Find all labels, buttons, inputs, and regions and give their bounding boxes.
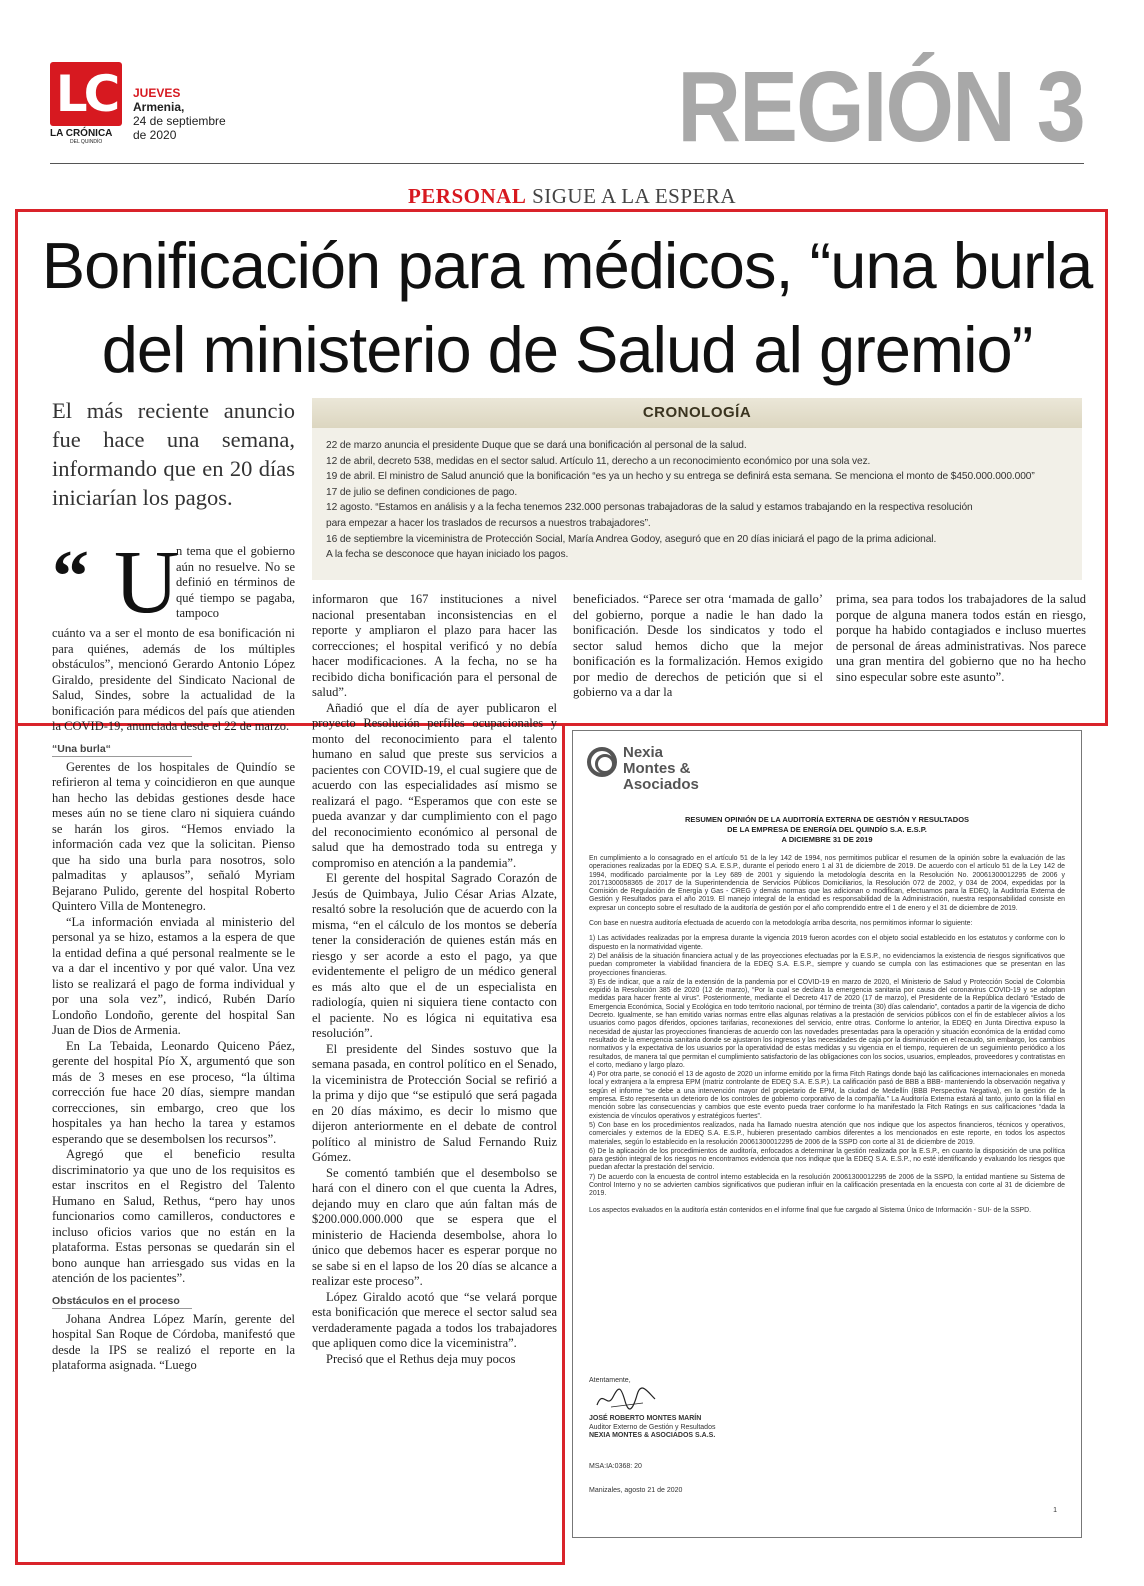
dropcap-block	[52, 533, 295, 632]
ad-finding: 6) De la aplicación de los procedimientos de auditoría, enfocados a determinar la gestión realizada por la E.S.P., en cuanto la disposición de una política para gestión integral de los riesgos no encontramos evidencia que nos indique que la EDEQ S.A. E.S.P., no esté identificando y evaluando los riesgos que puedan afectar la prestación del servicio.	[589, 1147, 1065, 1172]
article-paragraph: Agregó que el beneficio resulta discriminatorio ya que uno de los requisitos es estar inscritos en el Registro del Talento Humano en Salud, Rethus, “pero hay unos funcionarios como camilleros, conductores e incluso oficios varios que no están en la plataforma. Estas personas se quedarán sin el bono aunque han arriesgado sus vidas en la atención de los pacientes”.	[52, 1147, 295, 1285]
kicker-strong: PERSONAL	[407, 184, 527, 208]
article-paragraph: Johana Andrea López Marín, gerente del hospital San Roque de Córdoba, manifestó que desde la IPS se realizó el reporte en la plataforma asignada. “Luego	[52, 1311, 295, 1372]
cronologia-item: 12 de abril, decreto 538, medidas en el sector salud. Artículo 11, derecho a un reconocimiento económico por una sola vez.	[326, 455, 871, 467]
cronologia-item: 17 de julio se definen condiciones de pago.	[326, 486, 518, 498]
kicker	[0, 184, 1144, 208]
ad-finding: 2) Del análisis de la situación financiera actual y de las proyecciones efectuadas por la E.S.P., no evidenciamos la existencia de riesgos significativos que puedan comprometer la viabilidad financiera de la EDEQ S.A. E.S.P., siempre y cuando se cumpla con las estimaciones que se presentan en las proyecciones financieras.	[589, 952, 1065, 977]
article-column-2	[312, 592, 557, 1367]
cronologia-title: CRONOLOGÍA	[312, 398, 1082, 428]
article-paragraph: beneficiados. “Parece ser otra ‘mamada de gallo’ del gobierno, porque a nadie le han dado la bonificación. Desde los sindicatos y todo el sector salud hemos dicho que la mejor bonificación es la formalización. Hemos exigido por medio de derechos de petición que si el gobierno va a dar la	[573, 592, 823, 699]
cronologia-item: 12 agosto. “Estamos en análisis y a la fecha tenemos 232.000 personas trabajadoras de la salud y estamos trabajando en la respectiva resolución	[326, 502, 973, 514]
nexia-logo	[587, 745, 727, 795]
ad-finding: 7) De acuerdo con la encuesta de control interno establecida en la resolución 20061300012295 de 2006 de la SSPD, la entidad mantiene su Sistema de Control Interno y no se advierten cambios significativos que pudieran influir en la calificación presentada en la encuesta con corte al 31 de diciembre de 2019.	[589, 1173, 1065, 1198]
article-paragraph: El presidente del Sindes sostuvo que la semana pasada, en control político en el Senado, la viceministra de Protección Social se refirió a la prima y dijo que “se estipuló que será pagada en 20 días máximo, es decir lo mismo que dijeron anteriormente en el debate de control político al ministro de Salud Fernando Ruiz Gómez.	[312, 1041, 557, 1164]
dateline-date: 24 de septiembre	[133, 114, 226, 128]
ad-reference: MSA:IA:0368: 20	[589, 1463, 642, 1470]
article-paragraph: Se comentó también que el desembolso se hará con el dinero con el que cuenta la Adres, dejando muy en claro que aún faltan más de $200.000.000.000 que se espera que el ministerio de Hacienda desembolse, ahora lo único que debemos hacer es esperar porque no se sabe si en el lapso de los 20 días se alcance a realizar este proceso”.	[312, 1165, 557, 1288]
article-paragraph: prima, sea para todos los trabajadores de la salud porque de alguna manera todos están en riesgo, porque ha habido contagiados e incluso muertes de personal de áreas administrativas. Nos parece una gran mentira del gobierno que no ha hecho sino especular sobre este asunto”.	[836, 592, 1086, 684]
ad-signatory	[589, 1415, 715, 1441]
dropcap-letter: U	[114, 533, 179, 632]
signatory-name: JOSÉ ROBERTO MONTES MARÍN	[589, 1415, 702, 1422]
logo-name: LA CRÓNICA	[50, 128, 113, 139]
article-paragraph: En La Tebaida, Leonardo Quiceno Páez, gerente del hospital Pío X, argumentó que son más de 3 meses en ese proceso, “la última corrección fue hace 20 días, siempre mandan correcciones, sin embargo, creo que los hospitales ya han hecho la tarea y estamos esperando que se desembolsen los recursos”.	[52, 1038, 295, 1146]
ad-intro: En cumplimiento a lo consagrado en el artículo 51 de la ley 142 de 1994, nos permitimos publicar el resumen de la opinión sobre la evaluación de las operaciones realizadas por la EDEQ S.A. E.S.P., durante el periodo enero 1 al 31 de diciembre de 2019. De acuerdo con el artículo 51 de la Ley 142 de 1994, modificado parcialmente por la Ley 689 de 2001 y siguiendo la metodología descrita en la Resolución No. 20061300012295 de 2006 y 20171300058365 de 2017 de la Superintendencia de Servicios Públicos Domiciliarios, la Resolución 072 de 2002, y 034 de 2004, expedidas por la Comisión de Regulación de Energía y Gas - CREG y demás normas que las adicionan o modifican, efectuamos para la EDEQ, la Auditoría Externa de Gestión y Resultados para el año 2019. El manejo integral de la entidad es responsabilidad de la Administración, nuestra responsabilidad consiste en expresar un concepto sobre el resultado de la auditoría de gestión por el año comprendido entre el 1 de enero y el 31 de diciembre de 2019.	[589, 855, 1065, 912]
ad-finding: 4) Por otra parte, se conoció el 13 de agosto de 2020 un informe emitido por la firma Fitch Ratings donde bajó las calificaciones internacionales en moneda local y extranjera a la empresa EPM (matriz controlante de EDEQ S.A. E.S.P.). La calificación pasó de BBB a BBB- manteniendo la observación negativa y según el informe “se debe a una intervención mayor del propietario de EPM, la ciudad de Medellín (BBB Perspectiva Negativa), en la gestión de la empresa. Esto representa un deterioro de los controles de gobierno corporativo de la compañía.” La Auditoría Externa estará al tanto, junto con la filial en mención sobre las consecuencias y cambios que este evento pueda traer conforme lo ha manifestado la Fitch Ratings en sus calificaciones “dada la existencia de vínculos operativos y estratégicos fuertes”.	[589, 1071, 1065, 1120]
signature-icon	[593, 1383, 663, 1413]
ad-title-line: A DICIEMBRE 31 DE 2019	[781, 835, 873, 844]
ad-page-number: 1	[1053, 1507, 1057, 1514]
dropcap-text: n tema que el gobierno aún no resuelve. No se definió en términos de qué tiempo se pagaba, tampoco	[176, 544, 295, 620]
ad-findings-list	[589, 935, 1065, 1198]
dateline-day: JUEVES	[133, 86, 181, 100]
article-paragraph: Añadió que el día de ayer publicaron el proyecto Resolución perfiles ocupacionales y monto del reconocimiento para el talento humano en salud que preste sus servicios a pacientes con COVID-19, el cual sugiere que de acuerdo con las especialidades así mismo se realizará el pago. “Esperamos que con este se pueda avanzar y dar cumplimiento con el pago del reconocimiento económico al personal de salud que ha demostrado toda su entrega y compromiso en atención a la pandemia”.	[312, 700, 557, 870]
article-column-3	[573, 592, 823, 701]
signatory-firm: NEXIA MONTES & ASOCIADOS S.A.S.	[589, 1432, 716, 1439]
article-paragraph: El gerente del hospital Sagrado Corazón de Jesús de Quimbaya, Julio César Arias Alzate, resaltó sobre la resolución que de acuerdo con la misma, “en el cálculo de los montos se debería tener la consideración de quienes están más en riesgo y ser acorde a esto el pago, ya que evidentemente el peligro de un médico general es más alto que el de un especialista en radiología, quien ni siquiera tiene contacto con el paciente. No es lógica ni equitativa esa resolución”.	[312, 871, 557, 1040]
ad-basis: Con base en nuestra auditoría efectuada de acuerdo con la metodología arriba descrita, nos permitimos informar lo siguiente:	[589, 920, 973, 928]
nexia-logo-line: Asociados	[623, 776, 699, 793]
newspaper-logo	[50, 62, 126, 145]
nexia-logo-text	[623, 745, 699, 793]
ad-finding: 3) Es de indicar, que a raíz de la extensión de la pandemia por el COVID-19 en marzo de 2020, el Ministerio de Salud y Protección Social de Colombia expidió la Resolución 385 de 2020 (12 de marzo), “Por la cual se declara la emergencia sanitaria por causa del coronavirus COVID-19 y se adoptan medidas para hacer frente al virus”. Posteriormente, mediante el Decreto 417 de 2020 (17 de marzo), el Presidente de la República declaró “Estado de Emergencia Económica, Social y Ecológica en todo territorio nacional, por término de treinta (30) días calendario”, contados a partir de la vigencia de dicho Decreto. Igualmente, se han emitido varias normas entre ellas algunas relativas a la prestación de servicios públicos con el fin de establecer alivios a los usuarios como pagos diferidos, opciones tarifarias, reconexiones del servicio, entre otras. Conforme lo anterior, la EDEQ en Junta Directiva expuso la necesidad de ajustar las proyecciones financieras de acuerdo con las novedades presentadas para la operación y situación económica de la entidad como resultado de la emergencia sanitaria donde se ajustaron los ingresos y las necesidades de caja por la disminución en el recaudo, sin embargo, los cambios normativos y la expectativa de los usuarios por la operatividad de estas medidas y su vigencia en el tiempo, requieren de un seguimiento periódico a los resultados, de manera tal que permitan el cumplimiento satisfactorio de las obligaciones con los socios, usuarios, empleados, proveedores y contratistas en el corto, mediano y largo plazo.	[589, 978, 1065, 1069]
article-paragraph: “La información enviada al ministerio del personal ya se hizo, estamos a la espera de que la entidad defina a qué personal realmente se le va a dar el incentivo y por qué valor. Una vez listo se realizará el pago de forma individual y por una sola vez”, indicó, Rubén Darío Londoño Londoño, gerente del hospital San Juan de Dios de Armenia.	[52, 914, 295, 1037]
subhead-obstaculos: Obstáculos en el proceso	[52, 1295, 192, 1309]
article-paragraph: Gerentes de los hospitales de Quindío se refirieron al tema y coincidieron en que aunque han hecho las debidas gestiones desde hace meses aún no se tiene claro ni siquiera cuándo se harán los giros. “Hemos enviado la información cada vez que la solicitan. Pienso que ha sido una burla para nosotros, solo palmaditas y aplausos”, señaló Myriam Bejarano Pulido, gerente del hospital Roberto Quintero Villa de Montenegro.	[52, 759, 295, 913]
kicker-rest: SIGUE A LA ESPERA	[532, 184, 737, 208]
ad-title-line: RESUMEN OPINIÓN DE LA AUDITORÍA EXTERNA DE GESTIÓN Y RESULTADOS	[684, 815, 970, 824]
opening-quote-mark: “	[52, 536, 89, 618]
article-column-4	[836, 592, 1086, 685]
dateline	[133, 86, 226, 142]
cronologia-item: 22 de marzo anuncia el presidente Duque que se dará una bonificación al personal de la salud.	[326, 440, 747, 451]
ad-date: Manizales, agosto 21 de 2020	[589, 1487, 683, 1494]
deck: El más reciente anuncio fue hace una semana, informando que en 20 días iniciarían los pagos.	[52, 398, 295, 510]
article-paragraph: Precisó que el Rethus deja muy pocos	[326, 1351, 516, 1366]
article-paragraph: López Giraldo acotó que “se velará porque esta bonificación que merece el sector salud sea verdaderamente pagada a todos los trabajadores que apliquen como dice la viceministra”.	[312, 1289, 557, 1350]
nexia-logo-line: Nexia	[623, 744, 664, 761]
section-title: REGIÓN 3	[677, 51, 1084, 163]
cronologia-box	[312, 398, 1082, 580]
cronologia-list	[312, 428, 1082, 563]
cronologia-item: 19 de abril. El ministro de Salud anunció que la bonificación “es ya un hecho y su entrega se definirá esta semana. Se menciona el monto de $450.000.000.000”	[326, 471, 1035, 483]
ad-body	[589, 855, 1065, 1222]
dateline-year: de 2020	[133, 128, 177, 142]
headline: Bonificación para médicos, “una burla del ministerio de Salud al gremio”	[41, 229, 1093, 386]
logo-letters: LC	[50, 62, 122, 126]
nexia-logo-line: Montes &	[623, 760, 691, 777]
ad-closing: Los aspectos evaluados en la auditoría están contenidos en el informe final que fue cargado al Sistema Único de Información - SUI- de la SSPD.	[589, 1206, 1032, 1214]
cronologia-item: 16 de septiembre la viceministra de Protección Social, María Andrea Godoy, aseguró que en 20 días iniciará el pago de la prima adicional.	[326, 533, 937, 545]
ad-finding: 5) Con base en los procedimientos realizados, nada ha llamado nuestra atención que nos indique que los aspectos financieros, técnicos y operativos, comerciales y externos de la EDEQ S.A. E.S.P., hubieren presentado cambios diferentes a los mencionados en este reporte, en todos los aspectos materiales, según lo establecido en la resolución 20061300012295 de 2006 de la SSPD con corte al 31 de diciembre de 2019.	[589, 1121, 1065, 1146]
ad-finding: 1) Las actividades realizadas por la empresa durante la vigencia 2019 fueron acordes con el objeto social establecido en los estatutos y conforme con lo dispuesto en la normatividad vigente.	[589, 935, 1065, 951]
nexia-logo-icon	[587, 747, 617, 777]
article-paragraph: cuánto va a ser el monto de esa bonificación ni para quiénes, además de los múltiples obstáculos”, mencionó Gerardo Antonio López Giraldo, presidente del Sindicato Nacional de Salud, Sindes, sobre la actualidad de la bonificación para médicos del país que atienden la COVID-19, anunciada desde el 22 de marzo.	[52, 626, 295, 733]
cronologia-item: para empezar a hacer los traslados de recursos a nuestros trabajadores”.	[326, 517, 651, 529]
signatory-role: Auditor Externo de Gestión y Resultados	[589, 1423, 716, 1431]
dateline-city: Armenia,	[133, 100, 185, 114]
article-paragraph: informaron que 167 instituciones a nivel nacional presentaban inconsistencias en el reporte y ampliaron el plazo para hacer las correcciones; el hospital verificó y no debía hacer modificaciones. A la fecha, no se ha recibido dicha bonificación para el personal de salud”.	[312, 592, 557, 699]
header-divider	[50, 163, 1084, 164]
subhead-una-burla: “Una burla“	[52, 743, 192, 757]
ad-title-line: DE LA EMPRESA DE ENERGÍA DEL QUINDÍO S.A. E.S.P.	[727, 825, 927, 834]
ad-salutation: Atentamente,	[589, 1377, 631, 1384]
audit-notice-ad	[572, 730, 1082, 1538]
ad-title	[603, 815, 1051, 845]
cronologia-item: A la fecha se desconoce que hayan iniciado los pagos.	[326, 549, 569, 561]
article-column-1	[52, 533, 295, 1374]
logo-subtitle: DEL QUINDÍO	[70, 139, 103, 145]
